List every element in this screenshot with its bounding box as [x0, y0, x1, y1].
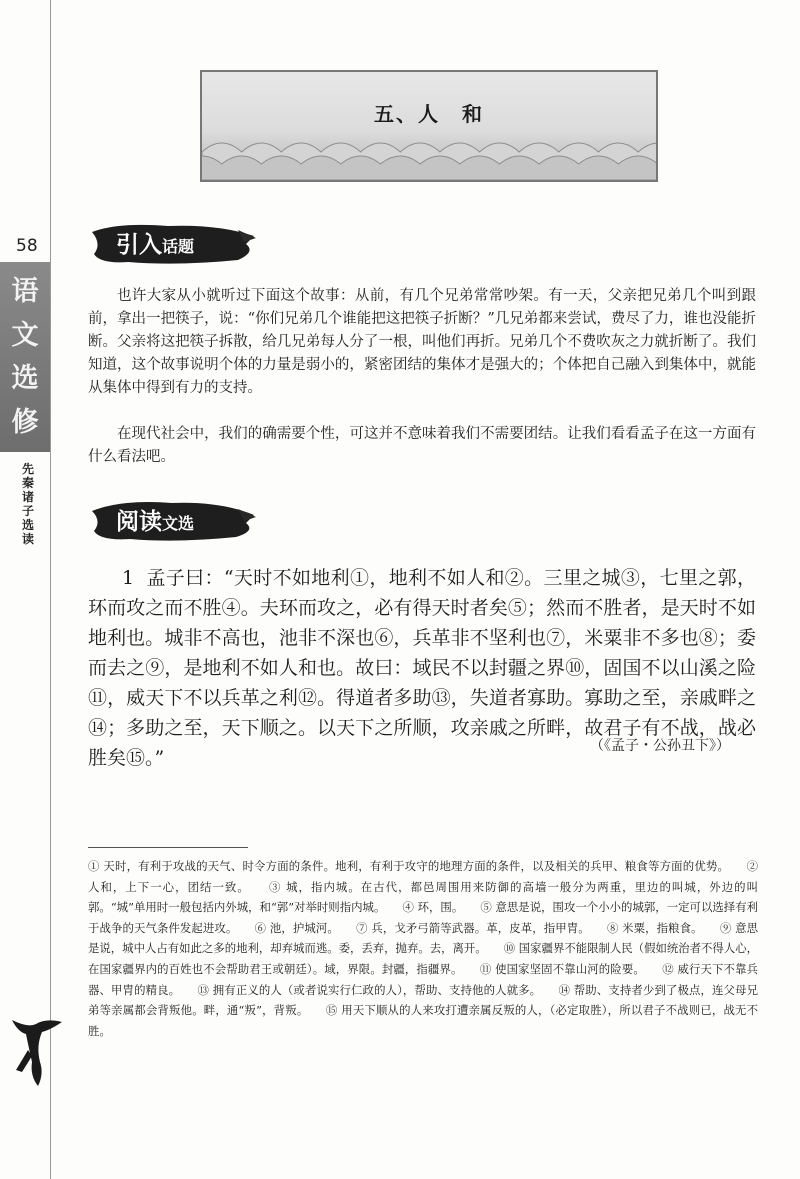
passage-source: （《孟子・公孙丑下》）: [590, 738, 730, 754]
cloud-pattern-decoration: [202, 122, 656, 180]
subtitle-char: 读: [21, 532, 34, 546]
section-header-reading: [88, 497, 258, 543]
intro-paragraph: 在现代社会中，我们的确需要个性，可这并不意味着我们不需要团结。让我们看看孟子在这一方面有什么看法吧。: [88, 426, 756, 465]
subtitle-char: 子: [21, 504, 34, 518]
intro-paragraph: 也许大家从小就听过下面这个故事：从前，有几个兄弟常常吵架。有一天，父亲把兄弟几个叫到跟前，拿出一把筷子，说：“你们兄弟几个谁能把这把筷子折断？”几兄弟都来尝试，费尽了力，谁也没能折断。父亲将这把筷子拆散，给几兄弟每人分了一根，叫他们再折。兄弟几个不费吹灰之力就折断了。我们知道，这个故事说明个体的力量是弱小的，紧密团结的集体才是强大的；个体把自己融入到集体中，就能从集体中得到有力的支持。: [88, 288, 756, 396]
section-header-sub: 话题: [162, 237, 195, 256]
page-spine-line: [50, 0, 51, 1179]
section-header-sub: 文选: [162, 514, 195, 533]
section-header-label: [116, 503, 194, 536]
subtitle-char: 秦: [21, 476, 34, 490]
chapter-title: 五、人 和: [374, 102, 484, 126]
passage-number: 1: [122, 567, 135, 589]
footnote-divider: [88, 847, 248, 848]
subtitle-char: 选: [21, 518, 34, 532]
subtitle-char: 诸: [21, 490, 34, 504]
section-header-main: 引入: [116, 231, 162, 258]
side-tab-char: 语: [11, 276, 39, 308]
section-header-main: 阅读: [116, 508, 162, 535]
book-series-tab: [0, 262, 50, 452]
side-tab-char: 文: [11, 319, 39, 351]
footnotes: ① 天时，有利于攻战的天气、时令方面的条件。地利，有利于攻守的地理方面的条件，以及相关的兵甲、粮食等方面的优势。 ② 人和，上下一心，团结一致。 ③ 城，指内城。在古代，都邑周围用来防御的高墙一般分为两重，里边的叫城，外边的叫郭。“城”单用时一般包括内外城，和“郭”对举时则指内城。 ④ 环，围。 ⑤ 意思是说，围攻一个小小的城郭，一定可以选择有利于战争的天气条件发起进攻。 ⑥ 池，护城河。 ⑦ 兵，戈矛弓箭等武器。革，皮革，指甲胄。 ⑧ 米粟，指粮食。 ⑨ 意思是说，城中人占有如此之多的地利，却弃城而逃。委，丢弃，抛弃。去，离开。 ⑩ 国家疆界不能限制人民（假如统治者不得人心，在国家疆界内的百姓也不会帮助君王或朝廷）。域，界限。封疆，指疆界。 ⑪ 使国家坚固不靠山河的险要。 ⑫ 威行天下不靠兵器、甲胄的精良。 ⑬ 拥有正义的人（或者说实行仁政的人），帮助、支持他的人就多。 ⑭ 帮助、支持者少到了极点，连父母兄弟等亲属都会背叛他。畔，通“叛”，背叛。 ⑮ 用天下顺从的人来攻打遭亲属反叛的人，（必定取胜），所以君子不战则已，战无不胜。: [88, 859, 758, 1038]
ink-figure-decoration: [6, 1010, 66, 1090]
passage-text: 孟子曰：“天时不如地利①，地利不如人和②。三里之城③，七里之郭，环而攻之而不胜④。夫环而攻之，必有得天时者矣⑤；然而不胜者，是天时不如地利也。城非不高也，池非不深也⑥，兵革非不坚利也⑦，米粟非不多也⑧；委而去之⑨，是地利不如人和也。故曰：域民不以封疆之界⑩，固国不以山溪之险⑪，威天下不以兵革之利⑫。得道者多助⑬，失道者寡助。寡助之至，亲戚畔之⑭；多助之至，天下顺之。以天下之所顺，攻亲戚之所畔，故君子有不战，战必胜矣⑮。”: [88, 567, 756, 769]
page-number: 58: [16, 236, 38, 256]
subtitle-char: 先: [21, 462, 34, 476]
chapter-title-banner: [200, 70, 658, 182]
book-subtitle: [20, 462, 36, 546]
section-header-label: [116, 226, 194, 259]
section-header-intro: [88, 220, 258, 266]
side-tab-char: 修: [11, 406, 39, 438]
side-tab-char: 选: [11, 363, 39, 395]
